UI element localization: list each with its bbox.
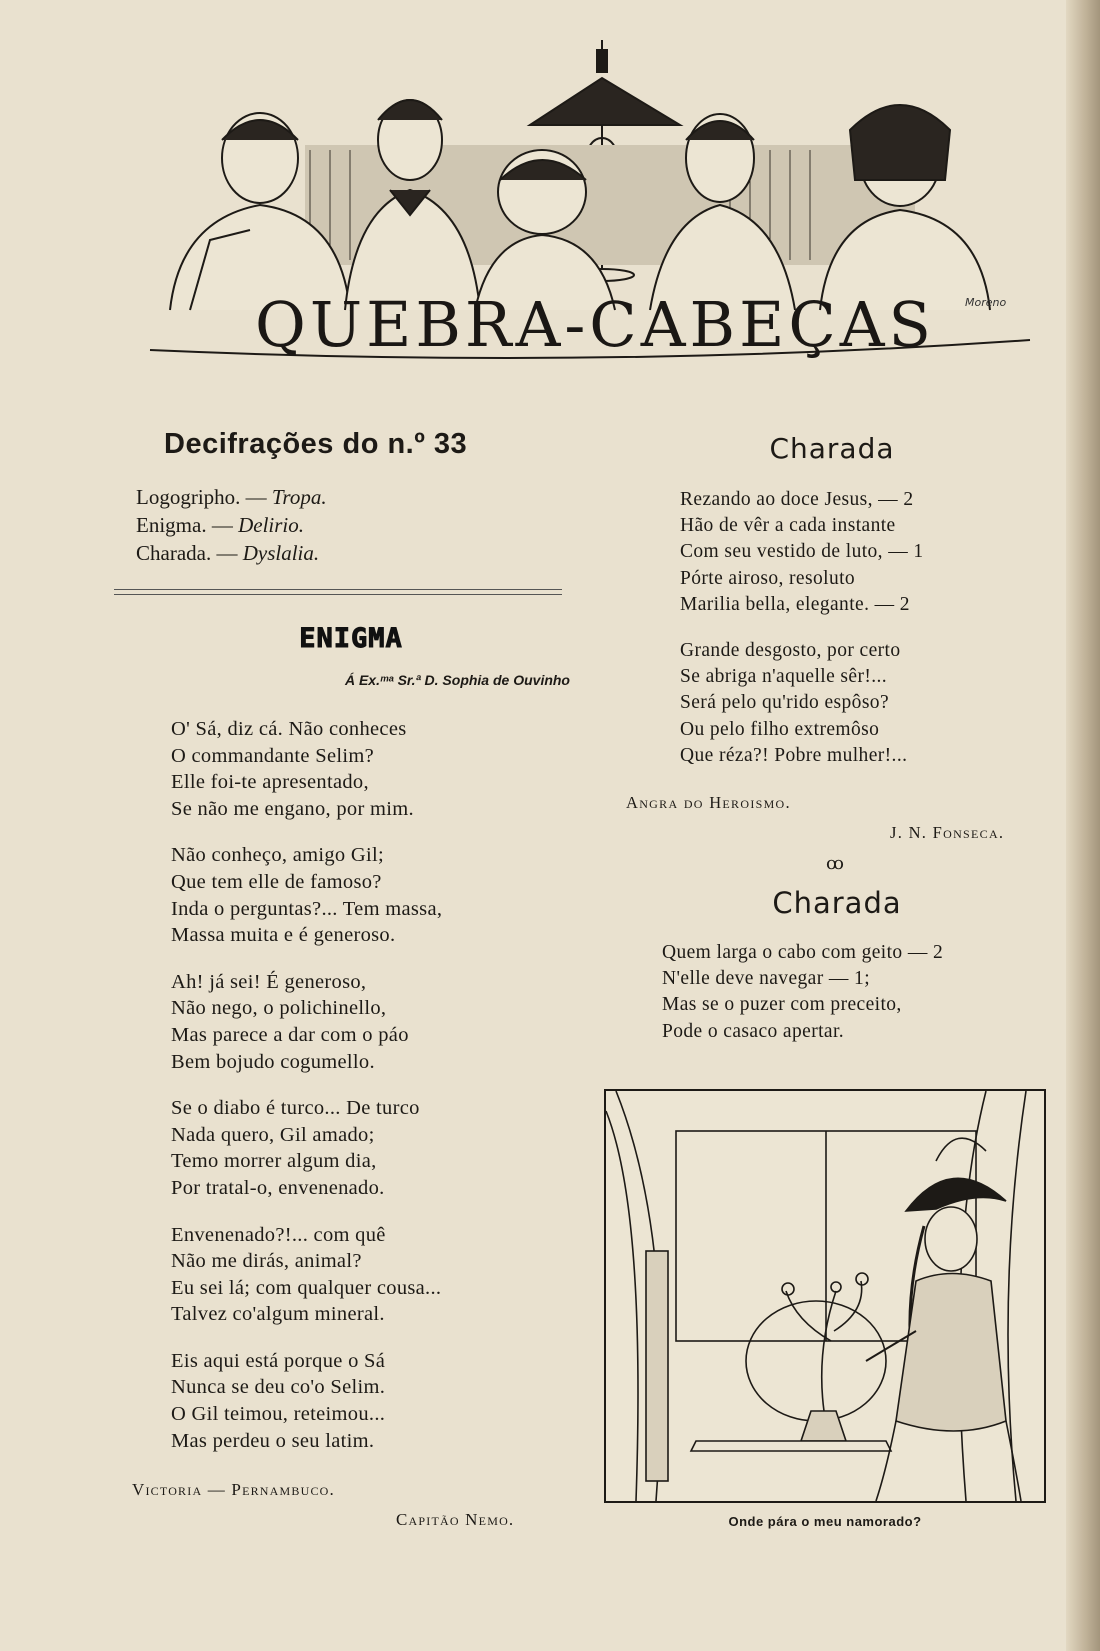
answer-row: Charada. — Dyslalia.	[136, 541, 320, 565]
enigma-stanza: Não conheço, amigo Gil; Que tem elle de famoso? Inda o perguntas?... Tem massa, Massa muita e é generoso.	[171, 844, 443, 947]
charada-stanza: Rezando ao doce Jesus, — 2 Hão de vêr a cada instante Com seu vestido de luto, — 1 Pórte airoso, resoluto Marilia bella, elegante. — 2	[680, 489, 924, 615]
right-column	[622, 420, 1042, 1045]
charada-title: Charada	[769, 432, 895, 465]
section-divider	[114, 589, 562, 595]
charada-author: J. N. Fonseca.	[890, 823, 1005, 843]
page-edge	[1066, 0, 1100, 1651]
enigma-author: Capitão Nemo.	[396, 1510, 515, 1530]
artist-signature: Moreno	[965, 296, 1007, 309]
masthead-title: QUEBRA-CABEÇAS	[254, 288, 936, 361]
woman-window-illustration	[604, 1089, 1046, 1503]
answer-row: Enigma. — Delirio.	[136, 513, 304, 537]
left-column	[132, 420, 570, 1530]
enigma-stanza: Envenenado?!... com quê Não me dirás, animal? Eu sei lá; com qualquer cousa... Talvez co'algum mineral.	[171, 1223, 442, 1326]
charada2-title: Charada	[772, 886, 902, 921]
enigma-stanza: Ah! já sei! É generoso, Não nego, o polichinello, Mas parece a dar com o páo Bem bojudo cogumello.	[171, 970, 409, 1073]
decifracoes-heading: Decifrações do n.º 33	[164, 428, 468, 460]
enigma-location: Victoria — Pernambuco.	[132, 1480, 336, 1500]
illustration-caption: Onde pára o meu namorado?	[728, 1514, 922, 1529]
charada-location: Angra do Heroismo.	[626, 793, 791, 813]
enigma-stanza: Eis aqui está porque o Sá Nunca se deu co'o Selim. O Gil teimou, reteimou... Mas perdeu o seu latim.	[171, 1349, 386, 1452]
charada2-stanza: Quem larga o cabo com geito — 2 N'elle deve navegar — 1; Mas se o puzer com preceito, Pode o casaco apertar.	[662, 942, 944, 1042]
woman-at-window-drawing	[606, 1091, 1044, 1501]
enigma-stanza: O' Sá, diz cá. Não conheces O commandante Selim? Elle foi-te apresentado, Se não me engano, por mim.	[171, 718, 414, 820]
enigma-stanza: Se o diabo é turco... De turco Nada quero, Gil amado; Temo morrer algum dia, Por tratal-o, envenenado.	[171, 1097, 420, 1199]
charada-stanza: Grande desgosto, por certo Se abriga n'aquelle sêr!... Será pelo qu'rido espôso? Ou pelo filho extremôso Que réza?! Pobre mulher!...	[680, 640, 908, 766]
ornament-divider: ꝏ	[826, 853, 844, 874]
answer-row: Logogripho. — Tropa.	[136, 485, 327, 509]
enigma-title: ENIGMA	[299, 623, 403, 654]
masthead-illustration	[130, 40, 1060, 390]
enigma-dedication: Á Ex.ᵐᵃ Sr.ª D. Sophia de Ouvinho	[344, 672, 570, 688]
